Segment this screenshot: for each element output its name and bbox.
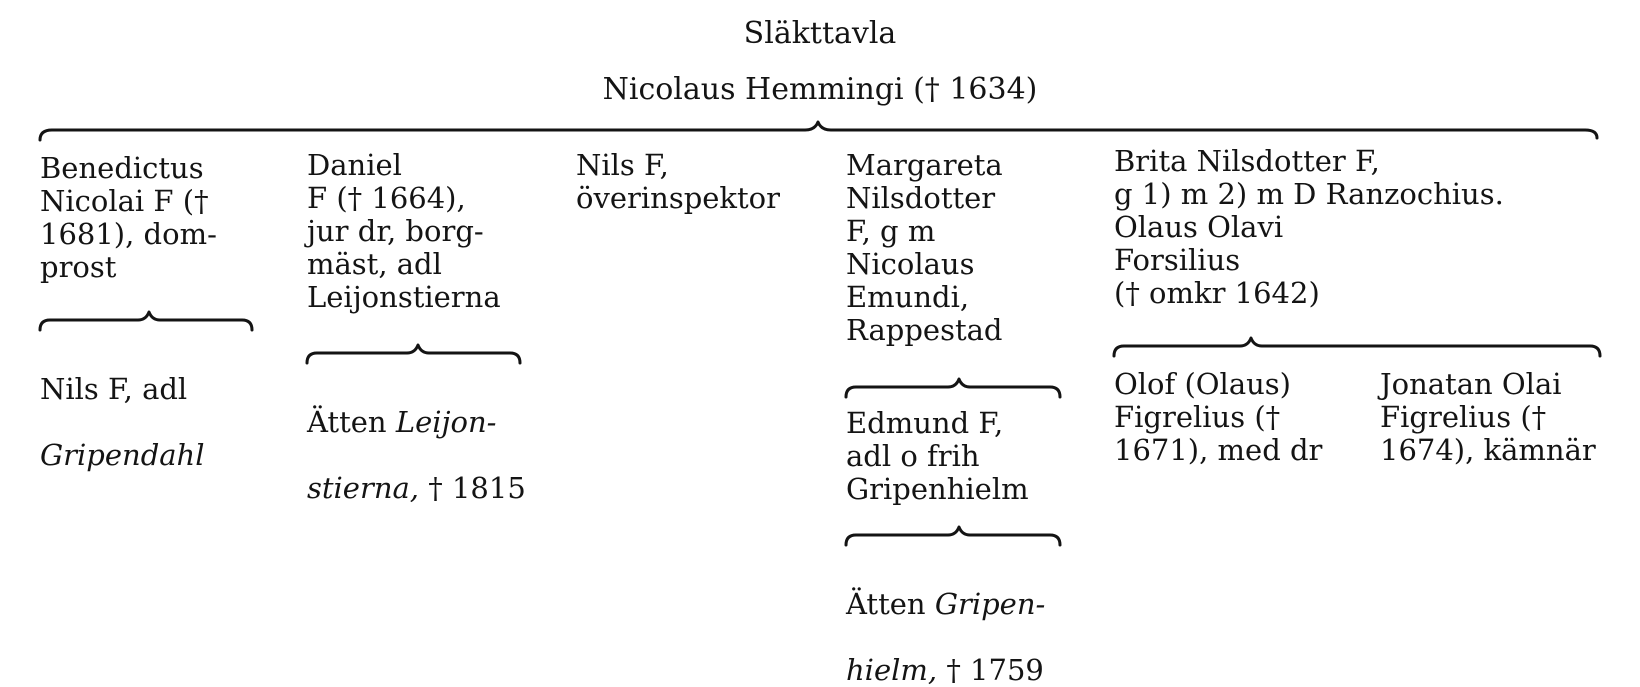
brace-margareta-2 [846, 527, 1060, 545]
family-name: hielm, [846, 653, 938, 687]
descendant-nils-gripendahl [40, 340, 205, 472]
child-margareta: Margareta Nilsdotter F, g m Nicolaus Emundi, Rappestad [846, 148, 1003, 347]
family-leijonstierna [307, 373, 526, 505]
descendant-jonatan: Jonatan Olai Figrelius († 1674), kämnär [1380, 367, 1596, 467]
root-person: Nicolaus Hemmingi († 1634) [602, 72, 1038, 107]
child-brita: Brita Nilsdotter F, g 1) m 2) m D Ranzochius. Olaus Olavi Forsilius († omkr 1642) [1114, 144, 1504, 310]
descendant-line: Nils F, adl [40, 372, 188, 406]
brace-benedictus [40, 312, 252, 330]
family-extinct: † 1759 [937, 653, 1044, 687]
brace-margareta-1 [846, 379, 1060, 397]
child-benedictus: Benedictus Nicolai F († 1681), dom- prost [40, 151, 217, 284]
chart-title: Släkttavla [743, 16, 897, 51]
family-name: Gripen- [934, 587, 1046, 621]
family-name: Gripendahl [40, 438, 205, 472]
root-brace [40, 122, 1597, 140]
family-gripenhielm [846, 555, 1045, 687]
child-daniel: Daniel F († 1664), jur dr, borg- mäst, adl Leijonstierna [307, 148, 501, 314]
family-extinct: † 1815 [419, 471, 526, 505]
family-prefix: Ätten [846, 587, 935, 621]
family-name: stierna, [307, 471, 420, 505]
brace-daniel [307, 345, 520, 363]
descendant-olof: Olof (Olaus) Figrelius († 1671), med dr [1114, 367, 1323, 467]
family-name: Leijon- [395, 405, 497, 439]
descendant-edmund: Edmund F, adl o frih Gripenhielm [846, 406, 1029, 506]
brace-brita [1114, 338, 1600, 356]
family-prefix: Ätten [307, 405, 396, 439]
child-nils: Nils F, överinspektor [576, 148, 780, 215]
